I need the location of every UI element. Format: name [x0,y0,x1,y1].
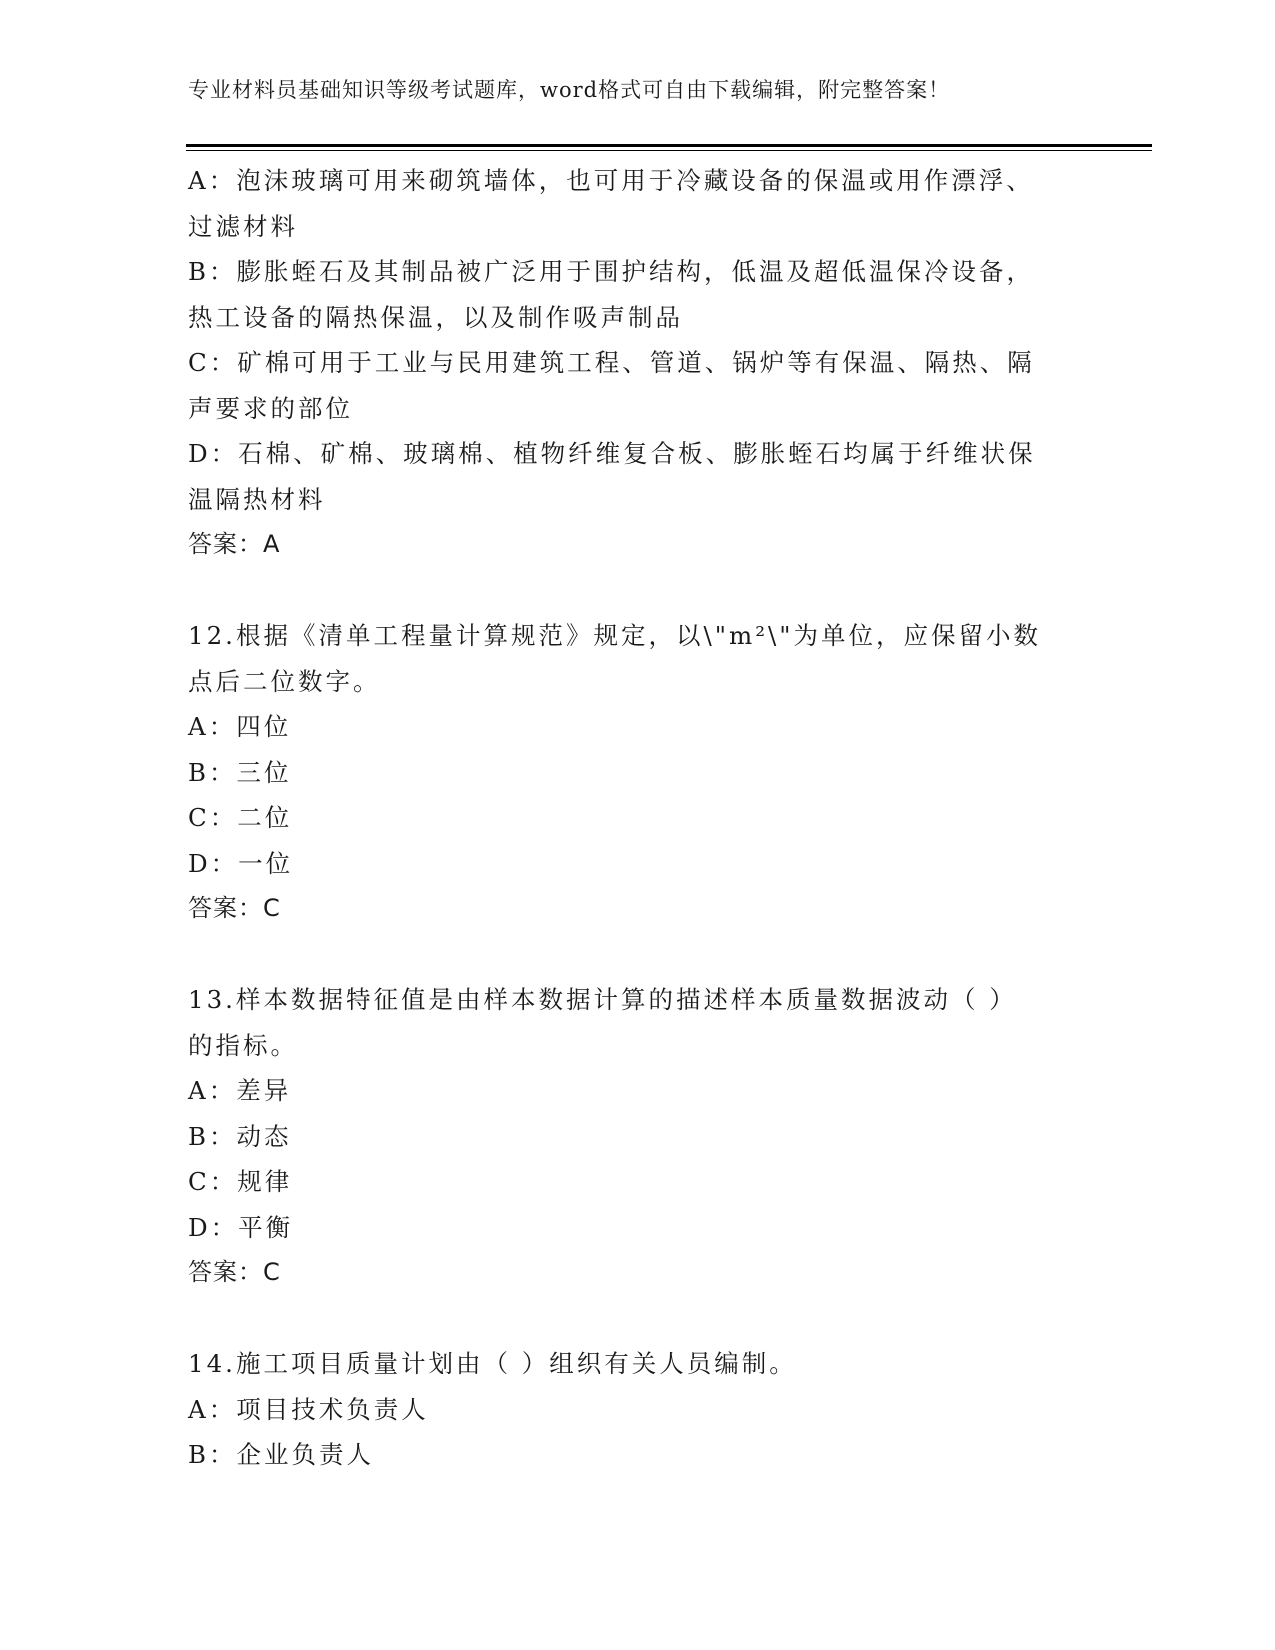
option-c: C：规律 [188,1167,293,1196]
option-d: D：平衡 [188,1212,294,1242]
question-14 [188,1341,1078,1478]
question-stem: 13.样本数据特征值是由样本数据计算的描述样本质量数据波动（ ） [188,985,1017,1014]
option-line: A：泡沫玻璃可用来砌筑墙体，也可用于冷藏设备的保温或用作漂浮、 [188,166,1034,195]
option-d: D：一位 [188,848,294,878]
answer-label: 答案：A [188,530,281,558]
header-rule-thin [186,150,1152,151]
option-c [188,340,1078,431]
answer-label: 答案：C [188,894,281,922]
answer-label: 答案：C [188,1258,281,1286]
question-12 [188,613,1078,932]
spacer [188,568,1078,614]
option-b [188,249,1078,340]
option-b: B：动态 [188,1121,292,1151]
option-line: 过滤材料 [188,211,298,241]
option-line: 温隔热材料 [188,484,326,514]
question-content [188,158,1078,1478]
spacer [188,1296,1078,1342]
question-stem: 14.施工项目质量计划由（ ）组织有关人员编制。 [188,1349,797,1378]
page-header: 专业材料员基础知识等级考试题库，word格式可自由下载编辑，附完整答案！ [188,78,951,102]
option-a: A：差异 [188,1076,292,1105]
question-stem: 12.根据《清单工程量计算规范》规定，以\"m²\"为单位，应保留小数 [188,621,1042,650]
option-a: A：项目技术负责人 [188,1394,429,1424]
option-a: A：四位 [188,712,292,741]
option-line: B：膨胀蛭石及其制品被广泛用于围护结构，低温及超低温保冷设备， [188,257,1035,286]
header-rule-thick [186,144,1152,147]
question-stem: 的指标。 [188,1030,298,1060]
option-b: B：三位 [188,757,292,787]
option-d [188,431,1078,522]
option-c: C：二位 [188,803,293,832]
question-stem: 点后二位数字。 [188,666,381,696]
option-line: C：矿棉可用于工业与民用建筑工程、管道、锅炉等有保温、隔热、隔 [188,348,1035,377]
option-b: B：企业负责人 [188,1440,375,1469]
question-13 [188,977,1078,1296]
option-line: D：石棉、矿棉、玻璃棉、植物纤维复合板、膨胀蛭石均属于纤维状保 [188,439,1036,468]
option-line: 热工设备的隔热保温，以及制作吸声制品 [188,302,683,332]
option-line: 声要求的部位 [188,393,353,423]
option-a [188,158,1078,249]
spacer [188,932,1078,978]
